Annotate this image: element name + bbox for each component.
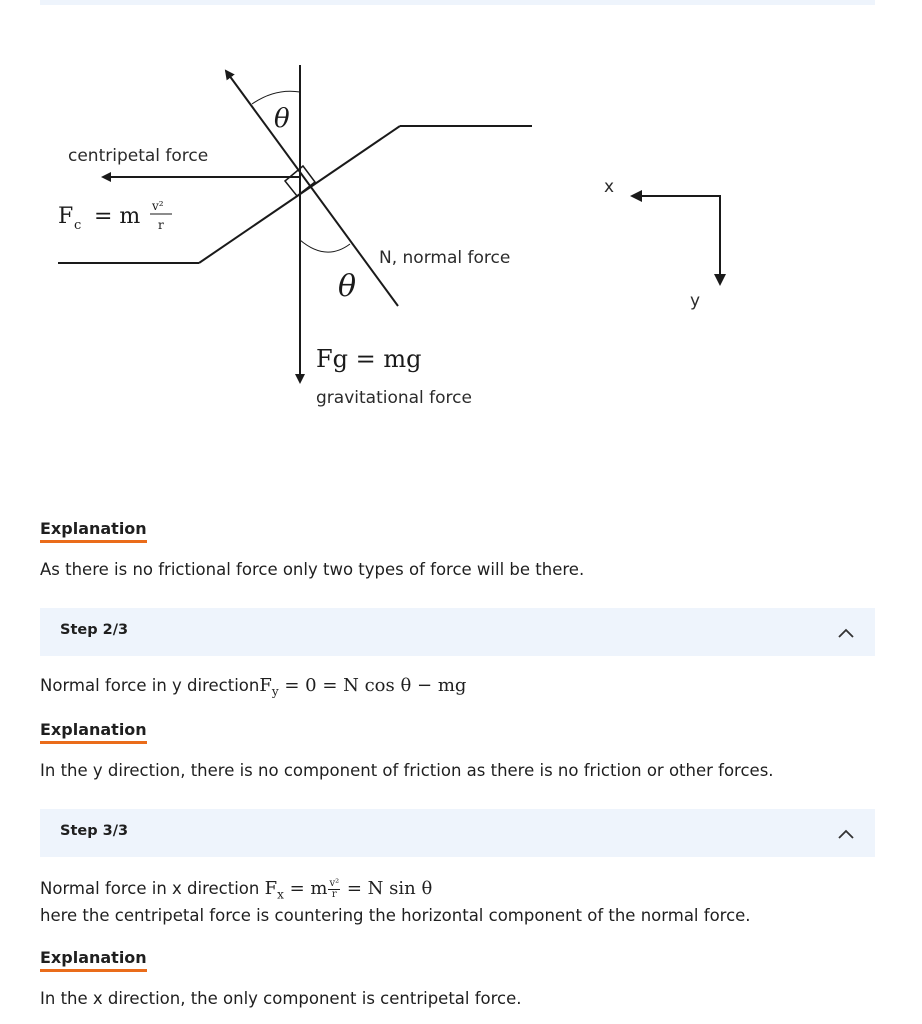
step2-explanation-title: Explanation [40, 720, 147, 744]
step2-explanation-text: In the y direction, there is no component of friction as there is no friction or other forces. [40, 761, 774, 780]
normal-force-label: N, normal force [379, 248, 511, 268]
step3-label: Step 3/3 [60, 823, 129, 839]
step3-formula-rhs: = N sin θ [341, 878, 433, 899]
theta-bottom-label: θ [338, 269, 357, 304]
step1-explanation-text: As there is no frictional force only two types of force will be there. [40, 560, 585, 579]
x-axis-label: x [604, 177, 615, 197]
normal-force-arrow [226, 71, 398, 306]
axes-legend-line [632, 196, 720, 284]
chevron-up-icon[interactable] [835, 823, 857, 845]
step2-text: Normal force in y direction [40, 676, 260, 695]
fg-formula: Fg = mg [316, 345, 422, 373]
step3-fraction-num: v² [329, 878, 340, 889]
y-axis-arrowhead [714, 274, 726, 286]
fc-numerator: v² [152, 199, 164, 213]
chevron-up-icon[interactable] [835, 622, 857, 644]
centripetal-force-label: centripetal force [68, 146, 209, 166]
step3-explanation-title: Explanation [40, 948, 147, 972]
step2-header[interactable] [40, 608, 875, 656]
step3-formula-sub: x [277, 887, 284, 902]
step3-formula-eq: = m [283, 878, 328, 899]
step3-header[interactable] [40, 809, 875, 857]
fc-subscript: c [74, 218, 82, 233]
step3-fraction-den: r [331, 889, 337, 900]
step2-formula-lhs: F [259, 675, 272, 696]
step3-fraction [328, 879, 340, 900]
fc-equals-m: = m [94, 204, 141, 229]
angle-arc-bottom [300, 240, 350, 252]
fc-denominator: r [158, 218, 164, 232]
gravitational-force-label: gravitational force [316, 388, 472, 408]
step2-formula-line [40, 675, 466, 702]
x-axis-arrowhead [630, 190, 642, 202]
free-body-diagram [0, 0, 922, 470]
step3-formula-lhs: F [264, 878, 278, 899]
step3-text-line2: here the centripetal force is countering the horizontal component of the normal force. [40, 906, 751, 925]
y-axis-label: y [690, 291, 701, 311]
step3-explanation-text: In the x direction, the only component is centripetal force. [40, 989, 522, 1008]
step3-formula-line [40, 878, 432, 905]
step3-text: Normal force in x direction [40, 879, 265, 898]
step2-label: Step 2/3 [60, 622, 129, 638]
fc-symbol: F [58, 204, 74, 229]
theta-top-label: θ [274, 104, 290, 134]
angle-arc-top [252, 91, 300, 104]
step2-formula-sub: y [271, 684, 279, 699]
step2-formula-rhs: = 0 = N cos θ − mg [278, 675, 467, 696]
step1-explanation-title: Explanation [40, 519, 147, 543]
